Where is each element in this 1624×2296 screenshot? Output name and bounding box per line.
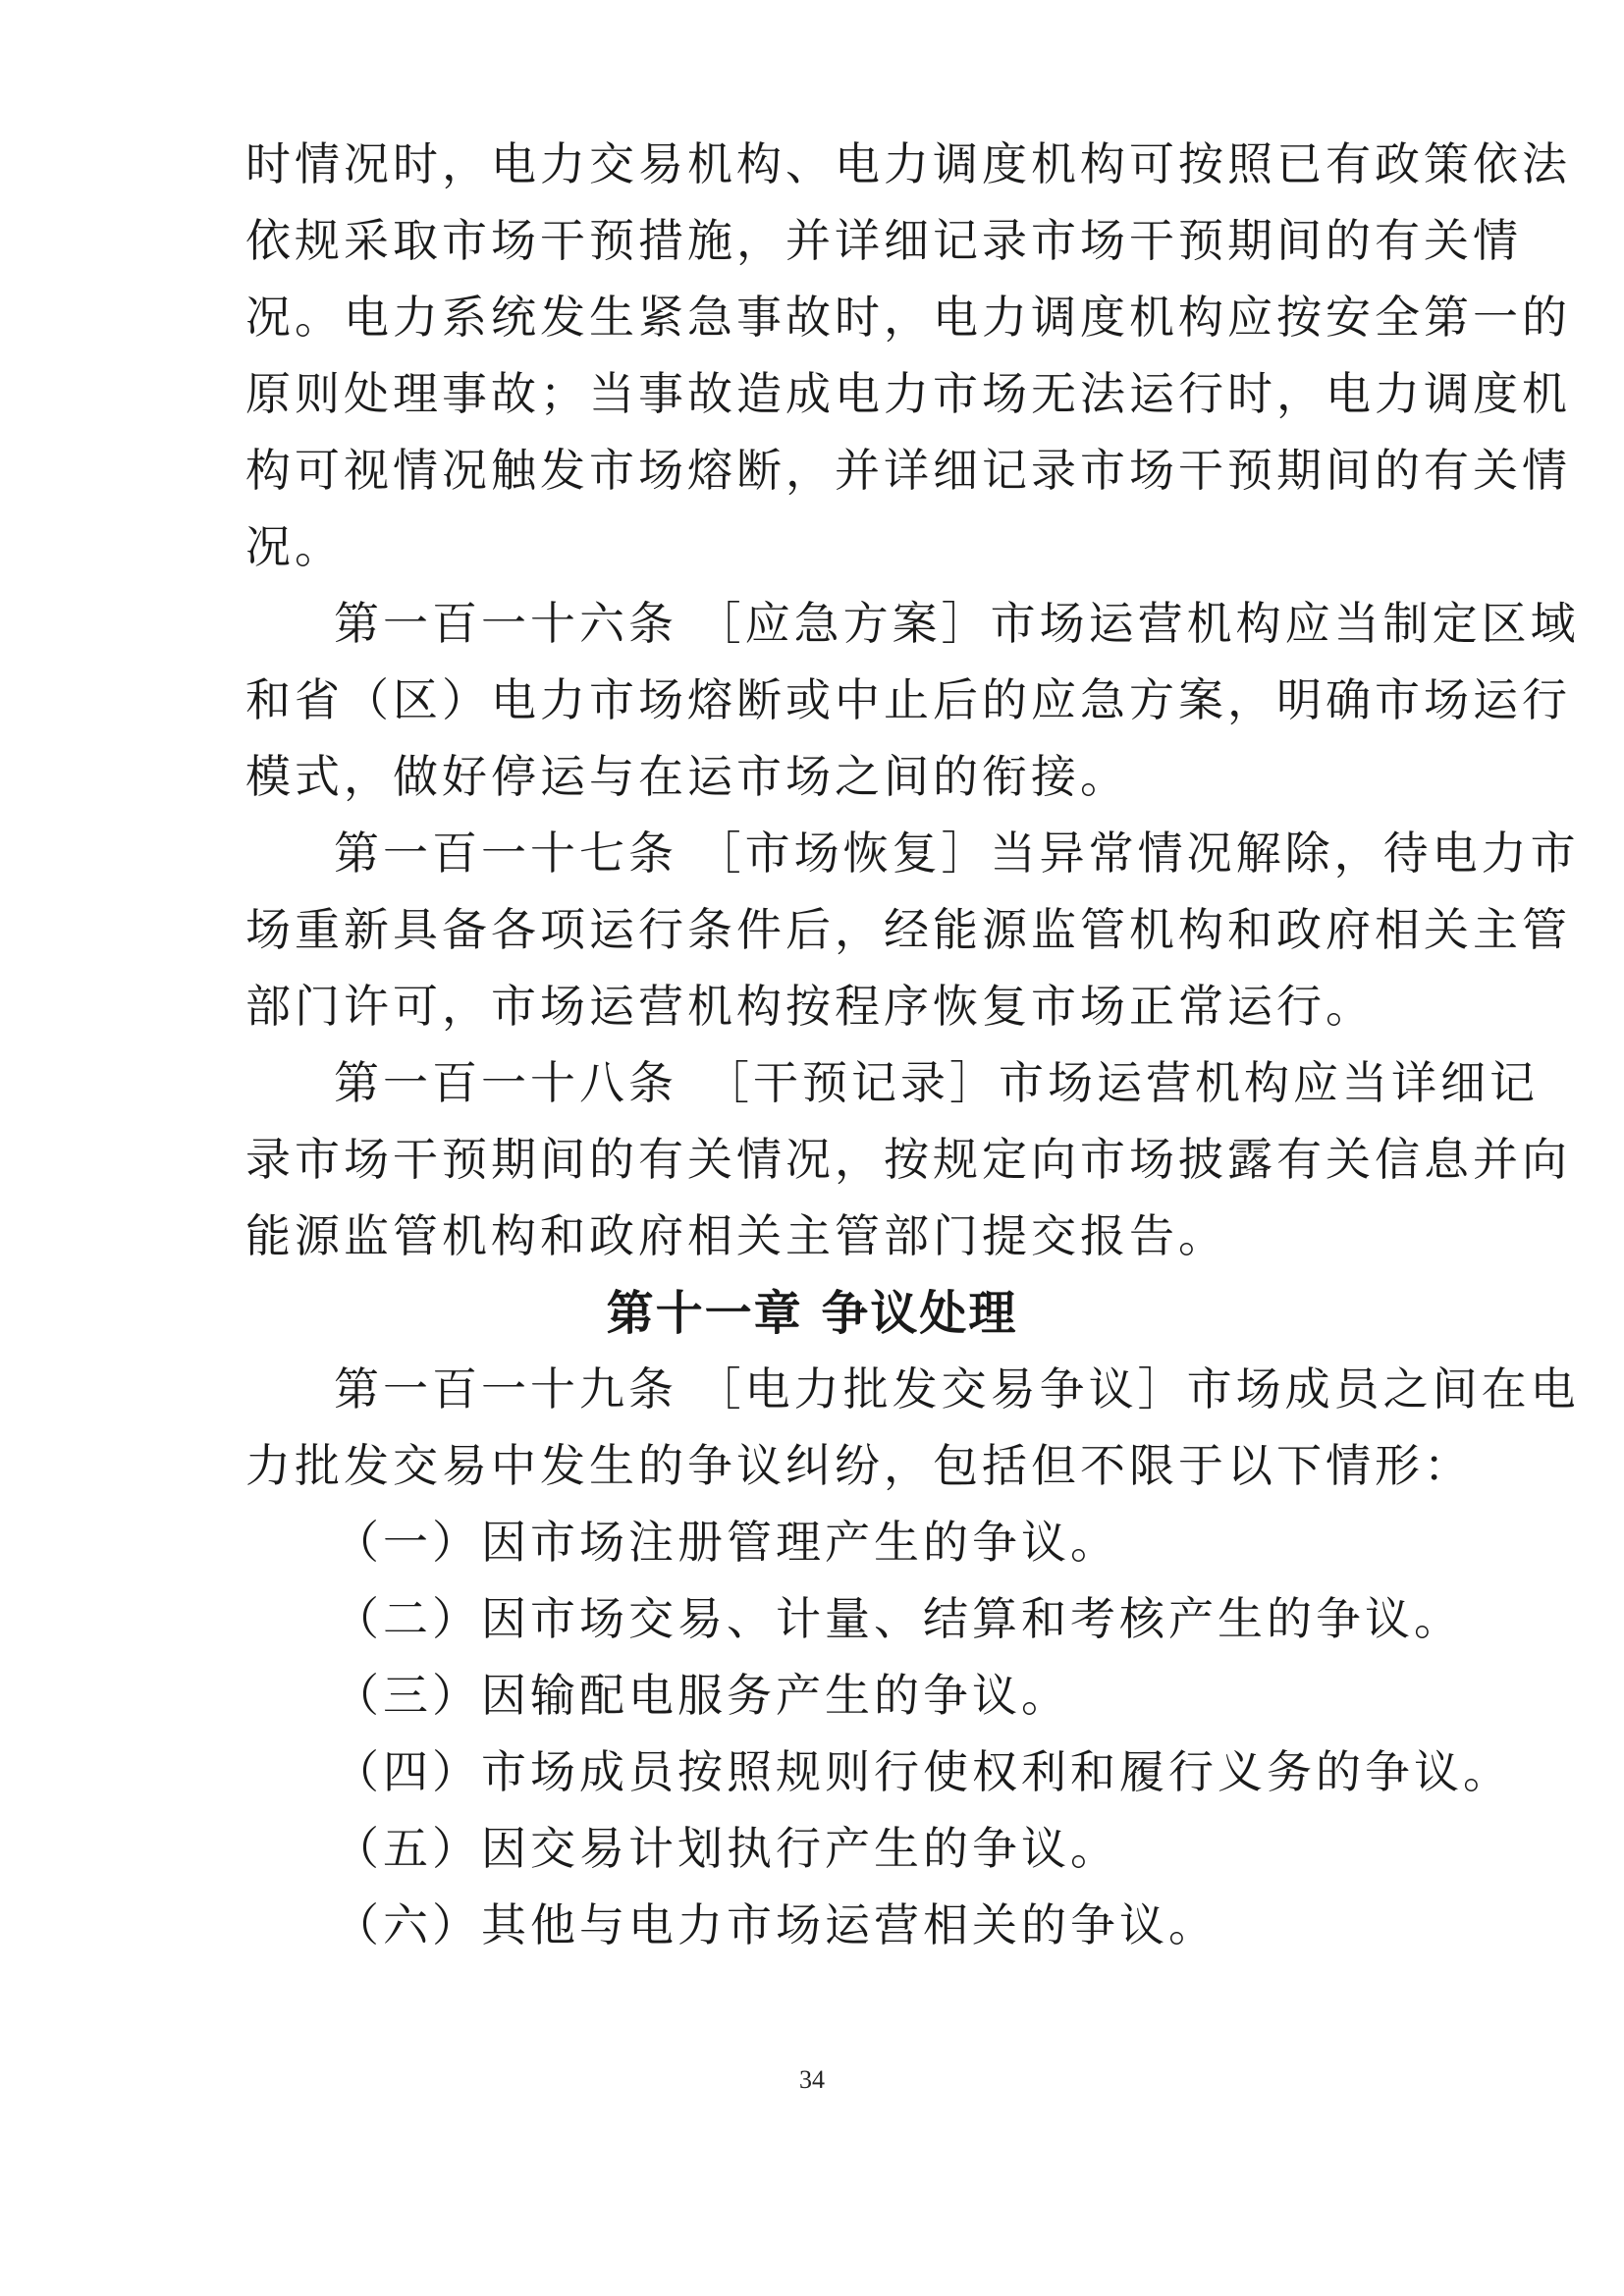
article-117-line: 第一百一十七条 ［市场恢复］当异常情况解除，待电力市 [334,827,1580,880]
article-116-line: 第一百一十六条 ［应急方案］市场运营机构应当制定区域 [334,597,1580,650]
text-line: 原则处理事故；当事故造成电力市场无法运行时，电力调度机 [245,367,1571,420]
chapter-heading: 第十一章 争议处理 [606,1286,1018,1341]
text-line: 依规采取市场干预措施，并详细记录市场干预期间的有关情 [245,214,1522,267]
list-item: （五）因交易计划执行产生的争议。 [334,1822,1119,1875]
text-line: 场重新具备各项运行条件后，经能源监管机构和政府相关主管 [245,903,1571,956]
text-line: 况。 [245,520,344,573]
text-line: 时情况时，电力交易机构、电力调度机构可按照已有政策依法 [245,137,1571,190]
text-line: 况。电力系统发生紧急事故时，电力调度机构应按安全第一的 [245,291,1571,344]
text-line: 模式，做好停运与在运市场之间的衔接。 [245,750,1129,803]
list-item: （四）市场成员按照规则行使权利和履行义务的争议。 [334,1745,1512,1798]
text-line: 和省（区）电力市场熔断或中止后的应急方案，明确市场运行 [245,673,1571,726]
text-line: 录市场干预期间的有关情况，按规定向市场披露有关信息并向 [245,1133,1571,1186]
text-line: 能源监管机构和政府相关主管部门提交报告。 [245,1209,1227,1262]
article-119-line: 第一百一十九条 ［电力批发交易争议］市场成员之间在电 [334,1362,1580,1415]
article-118-line: 第一百一十八条 ［干预记录］市场运营机构应当详细记 [334,1056,1539,1109]
list-item: （二）因市场交易、计量、结算和考核产生的争议。 [334,1592,1463,1645]
list-item: （一）因市场注册管理产生的争议。 [334,1516,1119,1569]
text-line: 部门许可，市场运营机构按程序恢复市场正常运行。 [245,980,1375,1033]
text-line: 构可视情况触发市场熔断，并详细记录市场干预期间的有关情 [245,444,1571,497]
list-item: （六）其他与电力市场运营相关的争议。 [334,1898,1218,1951]
page-number: 34 [799,2065,825,2094]
text-line: 力批发交易中发生的争议纠纷，包括但不限于以下情形： [245,1439,1473,1492]
list-item: （三）因输配电服务产生的争议。 [334,1669,1070,1722]
